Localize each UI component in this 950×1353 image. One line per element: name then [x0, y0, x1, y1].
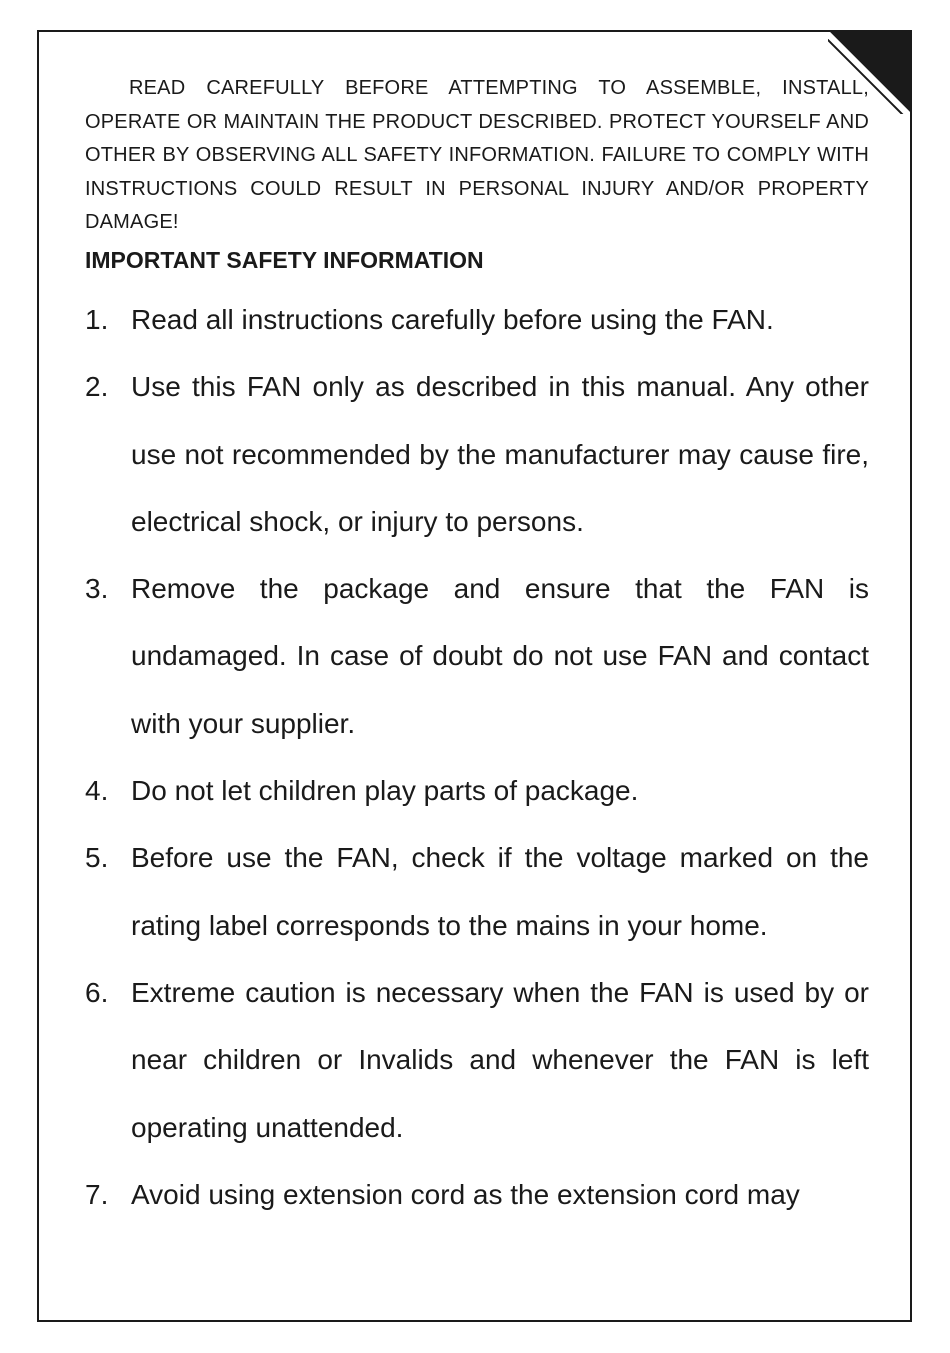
item-text: Do not let children play parts of package.: [131, 775, 639, 807]
item-number: 4.: [85, 775, 109, 807]
page-frame: [37, 30, 912, 1322]
item-number: 2.: [85, 371, 109, 403]
item-number: 6.: [85, 976, 109, 1008]
list-item: [85, 959, 869, 1161]
item-number: 3.: [85, 573, 109, 605]
list-item: [85, 824, 869, 959]
list-item: [85, 286, 869, 353]
list-item: [85, 555, 869, 757]
item-text: Use this FAN only as described in this manual. Any other use not recommended by the manufacturer may cause fire, electrical shock, or injury to persons.: [131, 371, 869, 537]
list-item: [85, 353, 869, 555]
page-content: [85, 72, 869, 1228]
warning-paragraph: READ CAREFULLY BEFORE ATTEMPTING TO ASSEMBLE, INSTALL, OPERATE OR MAINTAIN THE PRODUCT DESCRIBED. PROTECT YOURSELF AND OTHER BY OBSERVING ALL SAFETY INFORMATION. FAILURE TO COMPLY WITH INSTRUCTIONS COULD RESULT IN PERSONAL INJURY AND/OR PROPERTY DAMAGE!: [85, 77, 869, 234]
item-text: Before use the FAN, check if the voltage marked on the rating label corresponds to the mains in your home.: [131, 842, 869, 941]
item-text: Avoid using extension cord as the extension cord may: [131, 1178, 800, 1210]
list-item: [85, 757, 869, 824]
item-text: Extreme caution is necessary when the FAN is used by or near children or Invalids and whenever the FAN is left operating unattended.: [131, 976, 869, 1143]
item-number: 7.: [85, 1178, 109, 1210]
item-number: 5.: [85, 842, 109, 874]
list-item: [85, 1161, 869, 1228]
section-heading: IMPORTANT SAFETY INFORMATION: [85, 246, 484, 273]
item-text: Remove the package and ensure that the FAN is undamaged. In case of doubt do not use FAN and contact with your supplier.: [131, 573, 869, 739]
safety-list: [85, 286, 869, 1228]
item-text: Read all instructions carefully before using the FAN.: [131, 303, 774, 335]
item-number: 1.: [85, 303, 109, 335]
